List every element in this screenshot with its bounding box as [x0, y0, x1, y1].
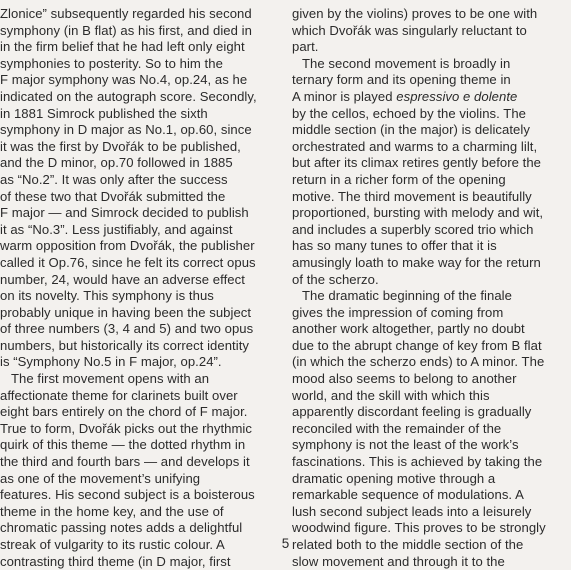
text-line-content: it as “No.3”. Less justifiably, and against — [0, 221, 233, 237]
text-line-content: remarkable sequence of modulations. A — [292, 487, 524, 503]
text-line-content: warm opposition from Dvořák, the publisher — [0, 238, 255, 254]
text-line — [0, 39, 278, 56]
text-line — [0, 454, 278, 471]
text-line-content: of these two that Dvořák submitted the — [0, 188, 226, 204]
text-line-content: the third and fourth bars — and develops it — [0, 454, 250, 470]
italic-phrase: espressivo e dolente — [396, 88, 518, 104]
text-line-content: orchestrated and warms to a charming lilt, — [292, 138, 538, 154]
text-line-content: dramatic opening motive through a — [292, 470, 496, 486]
text-line — [292, 354, 564, 371]
text-line-content: symphonies to posterity. So to him the — [0, 55, 223, 71]
text-line — [0, 338, 278, 355]
text-line — [292, 388, 564, 405]
text-line-content: but after its climax retires gently before the — [292, 155, 542, 171]
text-line — [0, 520, 278, 537]
text-line — [0, 238, 278, 255]
text-line-content: given by the violins) proves to be one with — [292, 6, 538, 21]
right-text-column — [292, 6, 564, 570]
text-line-content: has so many tunes to offer that it is — [292, 238, 497, 254]
text-line — [0, 288, 278, 305]
text-line-content: chromatic passing notes adds a delightful — [0, 520, 243, 536]
text-line-content: and includes a superbly scored trio which — [292, 221, 534, 237]
text-line-content: related both to the middle section of the — [292, 537, 524, 552]
text-line-content: eight bars entirely on the chord of F major. — [0, 404, 248, 420]
text-line-content: F major — and Simrock decided to publish — [0, 205, 249, 221]
text-line-content: quirk of this theme — the dotted rhythm in — [0, 437, 246, 453]
text-line — [292, 205, 564, 222]
text-line-content: streak of vulgarity to its rustic colour. A — [0, 537, 225, 552]
text-line — [0, 189, 278, 206]
text-line-content: Zlonice” subsequently regarded his second — [0, 6, 252, 21]
text-line-content: in 1881 Simrock published the sixth — [0, 105, 208, 121]
text-line — [292, 554, 564, 570]
text-line — [292, 255, 564, 272]
text-line — [292, 122, 564, 139]
text-line-content: motive. The third movement is beautifully — [292, 188, 532, 204]
text-line-content: mood also seems to belong to another — [292, 371, 517, 387]
text-line — [0, 272, 278, 289]
text-line-content: on its novelty. This symphony is thus — [0, 288, 214, 304]
text-line — [0, 6, 278, 23]
text-line — [292, 504, 564, 521]
text-line — [0, 56, 278, 73]
text-line — [0, 106, 278, 123]
text-line — [0, 172, 278, 189]
text-line — [292, 155, 564, 172]
text-line — [0, 371, 278, 388]
text-line — [0, 72, 278, 89]
text-line-content: part. — [292, 39, 319, 55]
text-line — [0, 321, 278, 338]
text-line — [292, 404, 564, 421]
text-line-content: of three numbers (3, 4 and 5) and two opus — [0, 321, 254, 337]
text-line — [0, 222, 278, 239]
text-line — [292, 520, 564, 537]
text-line-content: A minor is played — [292, 88, 393, 104]
text-line-content: and the D minor, op.70 followed in 1885 — [0, 155, 233, 171]
text-line — [292, 39, 564, 56]
text-line-content: reconciled with the remainder of the — [292, 420, 502, 436]
text-line — [292, 172, 564, 189]
text-line-content: amusingly loath to make way for the return — [292, 254, 541, 270]
text-line — [0, 471, 278, 488]
left-text-column — [0, 6, 278, 570]
text-line — [292, 72, 564, 89]
text-line — [292, 272, 564, 289]
text-line — [292, 6, 564, 23]
text-line-content: another work altogether, partly no doubt — [292, 321, 525, 337]
text-line-content: The dramatic beginning of the finale — [302, 288, 512, 304]
text-line — [0, 89, 278, 106]
text-line-content: proportioned, bursting with melody and wit, — [292, 205, 544, 221]
text-line-content: of the scherzo. — [292, 271, 379, 287]
text-line — [292, 437, 564, 454]
text-line-content: it was the first by Dvořák to be published, — [0, 138, 241, 154]
text-line — [292, 371, 564, 388]
text-line-content: True to form, Dvořák picks out the rhythmic — [0, 420, 252, 436]
text-line-content: return in a richer form of the opening — [292, 171, 506, 187]
page-number: 5 — [281, 536, 290, 551]
text-line — [0, 305, 278, 322]
text-line — [292, 106, 564, 123]
text-line-content: contrasting third theme (in D major, first — [0, 553, 231, 569]
text-line-content: gives the impression of coming from — [292, 304, 504, 320]
text-line-content: woodwind figure. This proves to be strongly — [292, 520, 546, 536]
text-line-content: indicated on the autograph score. Secondly, — [0, 88, 257, 104]
text-line — [0, 205, 278, 222]
text-line-content: symphony is not the least of the work’s — [292, 437, 519, 453]
text-line — [0, 487, 278, 504]
text-line-content: features. His second subject is a boisterous — [0, 487, 255, 503]
text-line — [0, 139, 278, 156]
text-line-content: in the firm belief that he had left only eight — [0, 39, 245, 55]
text-line-content: theme in the home key, and the use of — [0, 503, 224, 519]
text-line — [292, 89, 564, 106]
text-line-content: world, and the skill with which this — [292, 387, 490, 403]
text-line-content: number, 24, would have an adverse effect — [0, 271, 245, 287]
text-line-content: as “No.2”. It was only after the success — [0, 171, 228, 187]
text-line-content: slow movement and through it to the — [292, 553, 505, 569]
text-line — [292, 321, 564, 338]
text-line — [292, 305, 564, 322]
text-line-content: affectionate theme for clarinets built over — [0, 387, 238, 403]
text-line-content: due to the abrupt change of key from B flat — [292, 337, 542, 353]
text-line-content: The second movement is broadly in — [302, 55, 511, 71]
text-line — [292, 189, 564, 206]
text-line — [0, 437, 278, 454]
text-line-content: as one of the movement’s unifying — [0, 470, 201, 486]
text-line — [292, 338, 564, 355]
text-line — [292, 139, 564, 156]
text-line-content: (in which the scherzo ends) to A minor. The — [292, 354, 545, 370]
text-line — [292, 238, 564, 255]
text-line-content: The first movement opens with an — [11, 371, 210, 387]
text-line — [292, 288, 564, 305]
text-line-content: is “Symphony No.5 in F major, op.24”. — [0, 354, 222, 370]
text-line — [292, 421, 564, 438]
text-line-content: probably unique in having been the subject — [0, 304, 252, 320]
text-line — [292, 23, 564, 40]
text-line — [0, 388, 278, 405]
text-line — [0, 122, 278, 139]
text-line-content: apparently discordant feeling is gradually — [292, 404, 532, 420]
text-line-content: by the cellos, echoed by the violins. The — [292, 105, 526, 121]
text-line — [292, 487, 564, 504]
text-line-content: numbers, but historically its correct identity — [0, 337, 249, 353]
text-line — [0, 354, 278, 371]
text-line-content: which Dvořák was singularly reluctant to — [292, 22, 527, 38]
text-line — [0, 504, 278, 521]
text-line-content: fascinations. This is achieved by taking the — [292, 454, 543, 470]
text-line — [0, 404, 278, 421]
text-line — [292, 222, 564, 239]
text-line — [0, 155, 278, 172]
text-line — [292, 56, 564, 73]
text-line-content: symphony in D major as No.1, op.60, since — [0, 122, 252, 138]
text-line-content: ternary form and its opening theme in — [292, 72, 511, 88]
text-line-content: called it Op.76, since he felt its correct opus — [0, 254, 256, 270]
text-line — [292, 471, 564, 488]
text-line-content: middle section (in the major) is delicately — [292, 122, 530, 138]
text-line — [0, 421, 278, 438]
text-line-content: symphony (in B flat) as his first, and died in — [0, 22, 252, 38]
text-line — [0, 255, 278, 272]
text-line — [292, 454, 564, 471]
text-line — [0, 23, 278, 40]
text-line-content: lush second subject leads into a leisurely — [292, 503, 532, 519]
text-line-content: F major symphony was No.4, op.24, as he — [0, 72, 248, 88]
text-line — [0, 554, 278, 570]
